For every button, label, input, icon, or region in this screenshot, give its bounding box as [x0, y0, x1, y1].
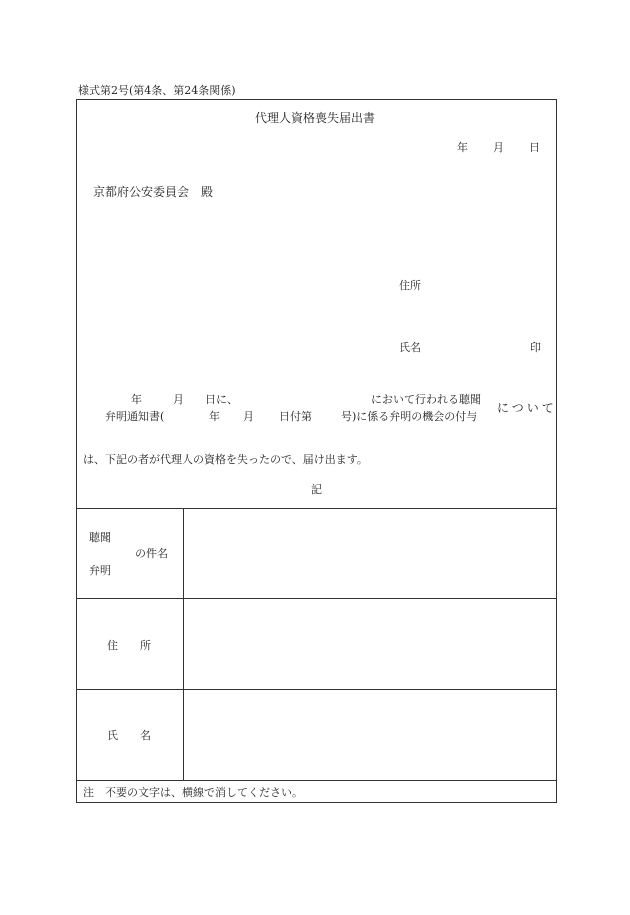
footnote: 注 不要の文字は、横線で消してください。	[83, 786, 303, 799]
table-top-line	[77, 508, 556, 509]
ki-label: 記	[311, 483, 322, 496]
body-month-1: 月	[173, 393, 184, 406]
body-year-2: 年	[209, 410, 220, 423]
case-name-field[interactable]	[185, 510, 555, 596]
opportunity-text: 号)に係る弁明の機会の付与	[341, 410, 478, 423]
hearing-place-text: において行われる聴聞	[371, 393, 481, 406]
hearing-label: 聴聞	[89, 531, 111, 544]
body-day-1: 日に、	[205, 393, 238, 406]
form-frame	[76, 99, 557, 803]
table-name-label: 氏 名	[107, 729, 151, 742]
name-label: 氏名	[399, 341, 421, 354]
name-field[interactable]	[185, 691, 555, 778]
declaration-text: は、下記の者が代理人の資格を失ったので、届け出ます。	[83, 453, 368, 466]
table-column-divider	[183, 508, 184, 780]
date-month: 月	[493, 141, 504, 154]
date-day: 日	[529, 141, 540, 154]
table-bottom-line	[77, 780, 556, 781]
body-dated-no: 日付第	[279, 410, 312, 423]
body-month-2: 月	[243, 410, 254, 423]
case-name-label: の件名	[135, 547, 168, 560]
regarding-text: について	[497, 401, 557, 415]
defense-label: 弁明	[89, 564, 111, 577]
notice-label: 弁明通知書(	[105, 410, 165, 423]
form-number-label: 様式第2号(第4条、第24条関係)	[78, 84, 236, 97]
body-year-1: 年	[131, 393, 142, 406]
form-title: 代理人資格喪失届出書	[255, 111, 376, 125]
table-address-label: 住 所	[107, 639, 151, 652]
table-row-divider-1	[77, 598, 556, 599]
table-row-divider-2	[77, 689, 556, 690]
seal-label: 印	[530, 341, 541, 354]
addressee: 京都府公安委員会 殿	[93, 185, 214, 199]
date-year: 年	[457, 141, 468, 154]
address-label: 住所	[399, 279, 421, 292]
address-field[interactable]	[185, 600, 555, 687]
